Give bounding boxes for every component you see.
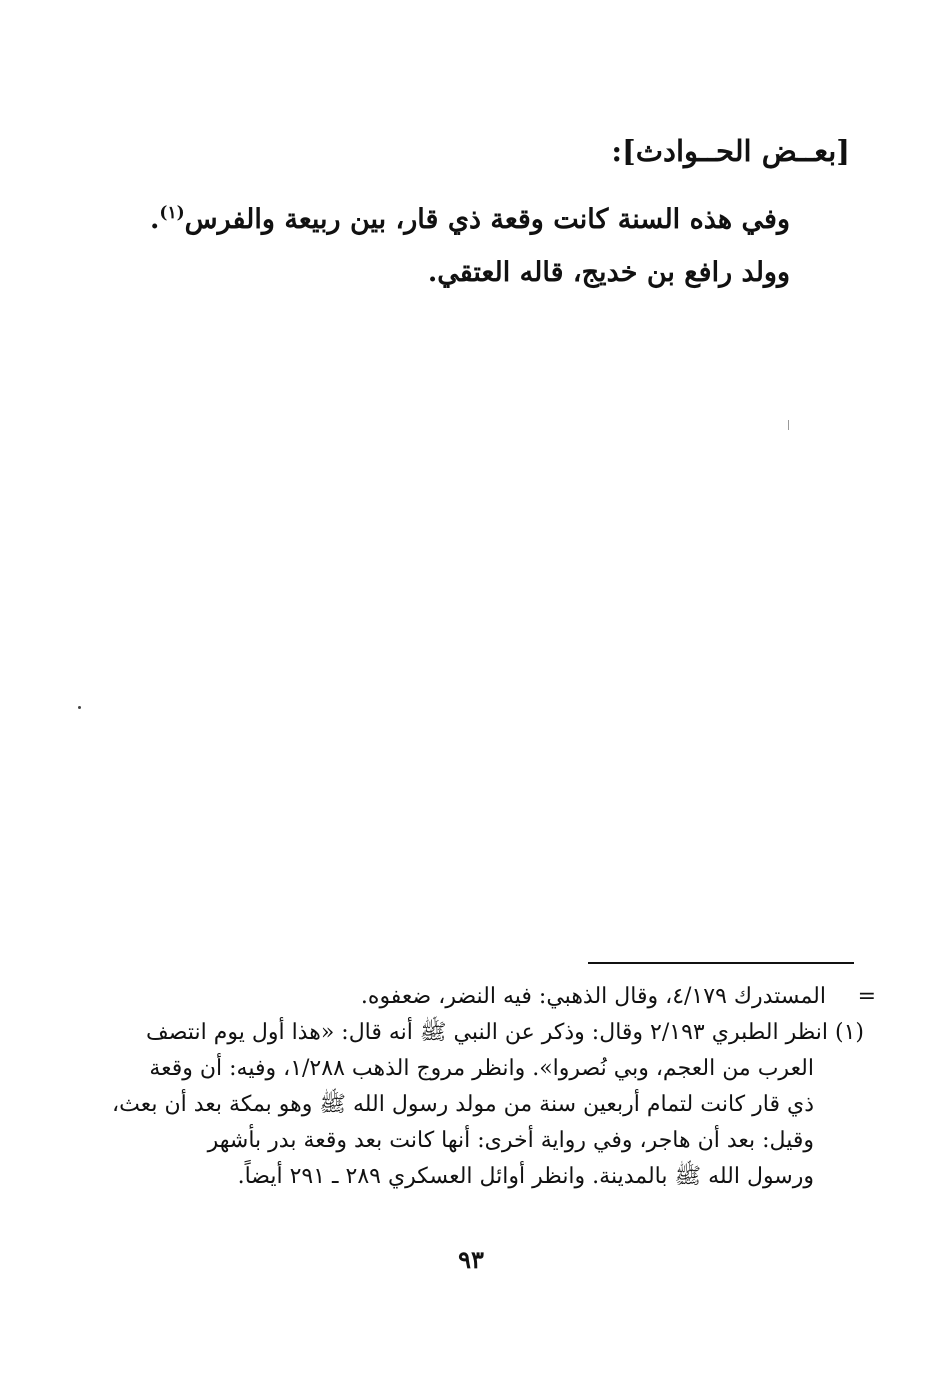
footnote-reference: (١)	[159, 203, 185, 223]
footnote-1-line: ذي قار كانت لتمام أربعين سنة من مولد رسول الله ﷺ وهو بمكة بعد أن بعث،	[112, 1092, 814, 1117]
section-heading: [بعــض الحــوادث]:	[611, 134, 850, 168]
page-number: ٩٣	[458, 1245, 484, 1274]
body-line-1-text: وفي هذه السنة كانت وقعة ذي قار، بين ربيعة والفرس	[184, 204, 790, 235]
footnote-1-line: ورسول الله ﷺ بالمدينة. وانظر أوائل العسكري ٢٨٩ ـ ٢٩١ أيضاً.	[237, 1164, 814, 1189]
footnote-1-line: العرب من العجم، وبي نُصروا». وانظر مروج الذهب ١/٢٨٨، وفيه: أن وقعة	[149, 1056, 814, 1081]
scan-dot	[78, 706, 81, 709]
footnote-1-line: وقيل: بعد أن هاجر، وفي رواية أخرى: أنها كانت بعد وقعة بدر بأشهر	[207, 1128, 814, 1153]
body-line-1-end: .	[150, 204, 160, 235]
footnote-separator	[588, 962, 854, 964]
continuation-marker: =	[857, 984, 876, 1009]
scan-mark	[788, 420, 789, 430]
body-line-1	[150, 190, 790, 243]
continuation-text: المستدرك ٤/١٧٩، وقال الذهبي: فيه النضر، ضعفوه.	[360, 984, 826, 1009]
footnote-continuation	[361, 979, 876, 1015]
footnote-1	[112, 1015, 864, 1195]
body-line-2: وولد رافع بن خديج، قاله العتقي.	[427, 257, 790, 288]
footnote-1-line: (١) انظر الطبري ٢/١٩٣ وقال: وذكر عن النبي ﷺ أنه قال: «هذا أول يوم انتصف	[146, 1020, 864, 1045]
